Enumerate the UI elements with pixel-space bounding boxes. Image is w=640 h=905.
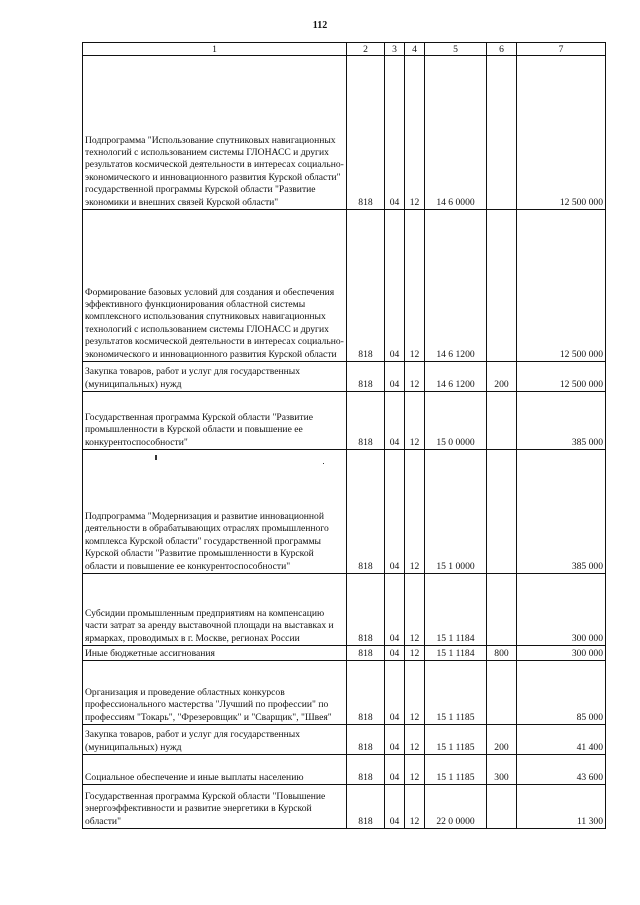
row-col4: 12: [405, 661, 425, 725]
row-col2: 818: [347, 450, 385, 574]
scan-speck: [323, 463, 324, 464]
row-name: Закупка товаров, работ и услуг для государственных (муниципальных) нужд: [83, 362, 347, 392]
table-header-row: [83, 43, 606, 56]
row-col4: 12: [405, 56, 425, 210]
row-col5: 15 1 1185: [425, 725, 487, 755]
column-header: 2: [347, 43, 385, 56]
row-col5: 15 0 0000: [425, 392, 487, 450]
row-col2: 818: [347, 755, 385, 785]
row-col2: 818: [347, 646, 385, 661]
row-col7: 12 500 000: [517, 56, 606, 210]
row-col5: 15 1 1184: [425, 574, 487, 646]
table-row: [83, 574, 606, 646]
row-col6: [487, 210, 517, 362]
page-number: 112: [312, 20, 328, 31]
row-col3: 04: [385, 210, 405, 362]
row-col7: 43 600: [517, 755, 606, 785]
row-col5: 15 1 1184: [425, 646, 487, 661]
row-name: Государственная программа Курской области "Повышение энергоэффективности и развитие энергетики в Курской области": [83, 785, 347, 829]
row-col6: 200: [487, 725, 517, 755]
row-col3: 04: [385, 362, 405, 392]
row-col2: 818: [347, 661, 385, 725]
row-col3: 04: [385, 450, 405, 574]
row-col5: 14 6 1200: [425, 362, 487, 392]
row-col6: [487, 392, 517, 450]
table-row: [83, 755, 606, 785]
row-name: Организация и проведение областных конкурсов профессионального мастерства "Лучший по профессии" по профессиям "Токарь", "Фрезеровщик" и "Сварщик", "Швея": [83, 661, 347, 725]
row-name: Иные бюджетные ассигнования: [83, 646, 347, 661]
row-name: Государственная программа Курской области "Развитие промышленности в Курской области и повышение ее конкурентоспособности": [83, 392, 347, 450]
row-col5: 15 1 0000: [425, 450, 487, 574]
row-name: Субсидии промышленным предприятиям на компенсацию части затрат за аренду выставочной площади на выставках и ярмарках, проводимых в г. Москве, регионах России: [83, 574, 347, 646]
row-col4: 12: [405, 785, 425, 829]
row-col5: 22 0 0000: [425, 785, 487, 829]
row-col2: 818: [347, 362, 385, 392]
row-col6: [487, 450, 517, 574]
row-col3: 04: [385, 785, 405, 829]
column-header: 7: [517, 43, 606, 56]
row-col7: 300 000: [517, 574, 606, 646]
row-col6: 200: [487, 362, 517, 392]
row-col5: 15 1 1185: [425, 661, 487, 725]
column-header: 4: [405, 43, 425, 56]
row-name: Подпрограмма "Модернизация и развитие инновационной деятельности в обрабатывающих отраслях промышленного комплекса Курской области" государственной программы Курской области "Развитие промышленности в Курской области и повышение ее конкурентоспособности": [83, 450, 347, 574]
row-name: Формирование базовых условий для создания и обеспечения эффективного функционирования областной системы комплексного использования спутниковых навигационных технологий с использованием системы ГЛОНАСС и других результатов космической деятельности в интересах социально-экономического и инновационного развития Курской области: [83, 210, 347, 362]
row-col2: 818: [347, 574, 385, 646]
table-row: [83, 392, 606, 450]
row-col2: 818: [347, 725, 385, 755]
row-name: Закупка товаров, работ и услуг для государственных (муниципальных) нужд: [83, 725, 347, 755]
row-col4: 12: [405, 362, 425, 392]
row-col4: 12: [405, 210, 425, 362]
table-row: [83, 56, 606, 210]
row-col7: 12 500 000: [517, 210, 606, 362]
row-name: Социальное обеспечение и иные выплаты населению: [83, 755, 347, 785]
table-row: [83, 362, 606, 392]
row-col4: 12: [405, 450, 425, 574]
row-col7: 385 000: [517, 450, 606, 574]
column-header: 1: [83, 43, 347, 56]
row-col4: 12: [405, 725, 425, 755]
row-col5: 15 1 1185: [425, 755, 487, 785]
row-col6: [487, 785, 517, 829]
scan-speck: [155, 455, 157, 460]
row-col6: [487, 574, 517, 646]
row-col2: 818: [347, 392, 385, 450]
row-col7: 385 000: [517, 392, 606, 450]
row-col3: 04: [385, 392, 405, 450]
row-col2: 818: [347, 785, 385, 829]
table-row: [83, 646, 606, 661]
column-header: 5: [425, 43, 487, 56]
row-col7: 41 400: [517, 725, 606, 755]
row-col3: 04: [385, 574, 405, 646]
row-col5: 14 6 0000: [425, 56, 487, 210]
table-row: [83, 210, 606, 362]
table-row: [83, 661, 606, 725]
row-col6: [487, 661, 517, 725]
row-col6: [487, 56, 517, 210]
column-header: 3: [385, 43, 405, 56]
table-row: [83, 450, 606, 574]
row-col4: 12: [405, 392, 425, 450]
row-col7: 85 000: [517, 661, 606, 725]
row-col7: 11 300: [517, 785, 606, 829]
row-col2: 818: [347, 210, 385, 362]
row-col3: 04: [385, 725, 405, 755]
row-col4: 12: [405, 755, 425, 785]
row-col7: 300 000: [517, 646, 606, 661]
row-col2: 818: [347, 56, 385, 210]
row-col3: 04: [385, 755, 405, 785]
row-col5: 14 6 1200: [425, 210, 487, 362]
budget-table: [82, 42, 606, 829]
table-row: [83, 785, 606, 829]
row-col6: 800: [487, 646, 517, 661]
row-col3: 04: [385, 661, 405, 725]
column-header: 6: [487, 43, 517, 56]
row-col3: 04: [385, 646, 405, 661]
row-col4: 12: [405, 574, 425, 646]
row-col6: 300: [487, 755, 517, 785]
row-col7: 12 500 000: [517, 362, 606, 392]
row-name: Подпрограмма "Использование спутниковых навигационных технологий с использованием системы ГЛОНАСС и других результатов космической деятельности в интересах социально-экономического и инновационного развития Курской области" государственной программы Курской области "Развитие экономики и внешних связей Курской области": [83, 56, 347, 210]
table-row: [83, 725, 606, 755]
row-col4: 12: [405, 646, 425, 661]
row-col3: 04: [385, 56, 405, 210]
